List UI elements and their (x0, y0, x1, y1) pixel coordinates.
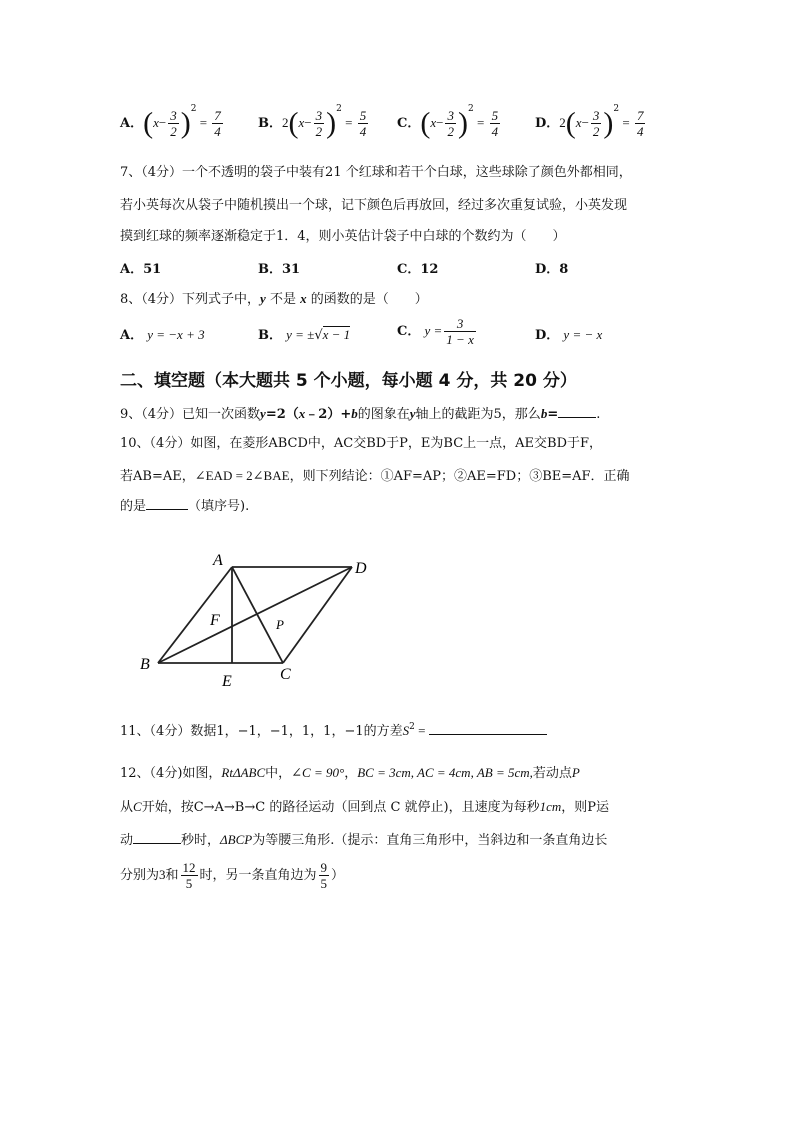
diagonal-ac (232, 567, 283, 663)
q12-line-2: 从C开始，按C→A→B→C 的路径运动（回到点 C 就停止)，且速度为每秒1cm，则P运 (120, 799, 610, 815)
q10-line-1: 10、（4分）如图，在菱形ABCD中，AC交BD于P，E为BC上一点，AE交BD于F， (120, 436, 603, 451)
q9-answer-blank[interactable] (558, 417, 596, 418)
q12-line-3: 动 秒时，ΔBCP为等腰三角形.（提示：直角三角形中，当斜边和一条直角边长 (120, 832, 608, 848)
q7-line-2: 若小英每次从袋子中随机摸出一个球，记下颜色后再放回，经过多次重复试验，小英发现 (120, 198, 628, 213)
q7-line-1: 7、（4分）一个不透明的袋子中装有21 个红球和若干个白球，这些球除了颜色外都相同， (120, 165, 632, 180)
label-e: E (222, 673, 232, 690)
label-f: F (210, 612, 220, 629)
q12-line-1: 12、（4分)如图，RtΔABC中，∠C = 90°，BC = 3cm, AC = 4cm, AB = 5cm,若动点P (120, 765, 580, 781)
q6-option: C．(x− $\frac{3}{2}$ )$^2$ = $\frac{5}{4}$ (397, 104, 499, 140)
label-d: D (355, 560, 367, 577)
diagonal-bd (158, 567, 352, 663)
q8-option-b: B． y = ±√x − 1 (258, 327, 351, 343)
q8-option-c: C． y = $\frac{3}{1 - x}$ (397, 316, 474, 347)
q10-line-3: 的是 （填序号). (120, 499, 250, 514)
q7-option-a: A．51 (120, 262, 162, 277)
q8-stem: 8、（4分）下列式子中，y 不是 x 的函数的是（ ） (120, 291, 428, 307)
label-p: P (276, 617, 284, 632)
q11-text: 11、（4分）数据1，−1，−1，1，1，−1的方差$S^2$ = (120, 722, 547, 741)
edge-ba (158, 567, 232, 663)
q6-option: A．(x− $\frac{3}{2}$ )$^2$ = $\frac{7}{4}$ (120, 104, 221, 140)
q8-option-d: D． y = − x (535, 327, 603, 343)
q10-answer-blank[interactable] (146, 509, 188, 510)
q10-line-2: 若AB=AE，∠EAD = 2∠BAE，则下列结论：①AF=AP；②AE=FD；③BE=AF．正确 (120, 468, 630, 484)
section-heading: 二、填空题（本大题共 5 个小题，每小题 4 分，共 20 分） (120, 371, 577, 391)
label-b: B (140, 656, 150, 673)
edge-dc (283, 567, 352, 663)
q12-line-4: 分别为3和 $\frac{12}{5}$ 时，另一条直角边为 $\frac{9}{5}$ ） (120, 860, 345, 891)
label-c: C (280, 666, 291, 683)
q7-option-d: D．8 (535, 262, 569, 277)
q6-option: D．2(x− $\frac{3}{2}$ )$^2$ = $\frac{7}{4}$ (535, 104, 644, 140)
q7-option-b: B．31 (258, 262, 301, 277)
q8-option-a: A． y = −x + 3 (120, 327, 205, 343)
q6-option: B．2(x− $\frac{3}{2}$ )$^2$ = $\frac{5}{4}$ (258, 104, 367, 140)
q9-text: 9、（4分）已知一次函数y=2（x﹣2）+b的图象在y轴上的截距为5，那么b= . (120, 406, 601, 422)
q7-line-3: 摸到红球的频率逐渐稳定于1．4，则小英估计袋子中白球的个数约为（ ） (120, 229, 566, 244)
q12-answer-blank[interactable] (133, 843, 181, 844)
q11-answer-blank[interactable] (429, 734, 547, 735)
label-a: A (213, 552, 223, 569)
q7-option-c: C．12 (397, 262, 439, 277)
rhombus-figure (130, 545, 390, 695)
